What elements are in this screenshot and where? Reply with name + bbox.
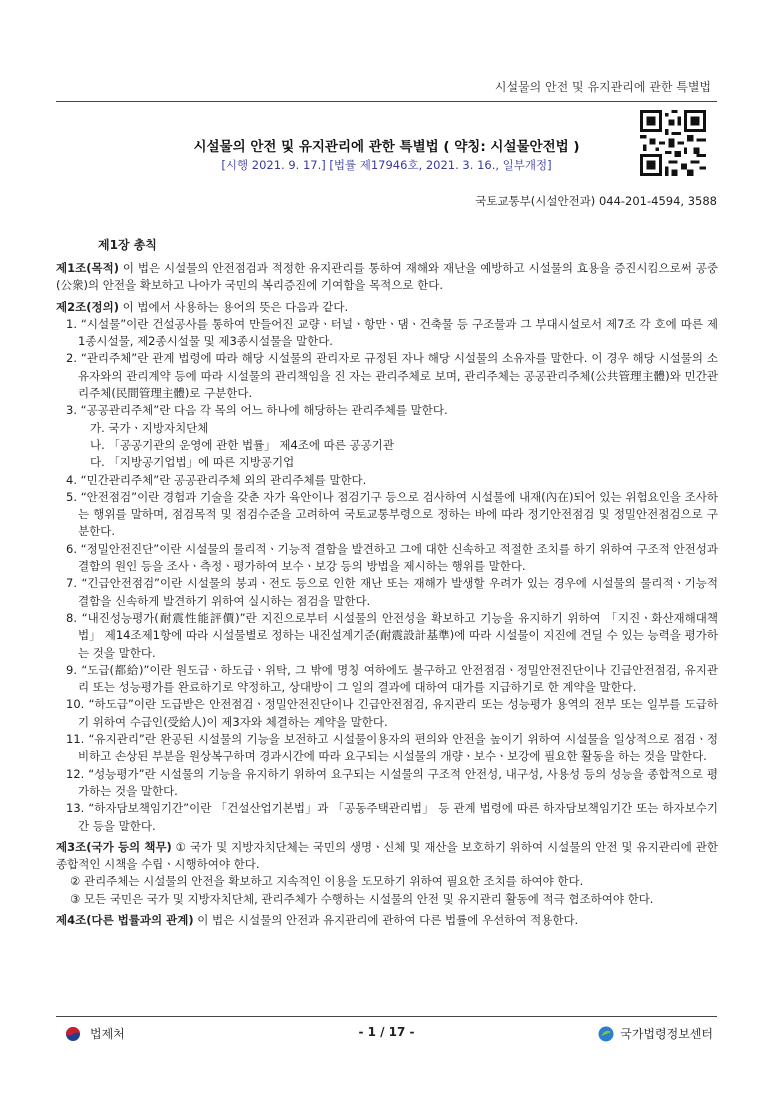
article-3	[56, 839, 718, 908]
chapter-heading: 제1장 총칙	[98, 238, 157, 252]
header-divider	[56, 101, 717, 102]
article-paragraph: ③ 모든 국민은 국가 및 지방자치단체, 관리주체가 수행하는 시설물의 안전 및 유지관리 활동에 적극 협조하여야 한다.	[70, 891, 654, 906]
list-item: 3. “공공관리주체”란 다음 각 목의 어느 하나에 해당하는 관리주체를 말한다.	[66, 403, 448, 418]
article-heading: 제1조(목적)	[56, 261, 119, 275]
article-text: 이 법은 시설물의 안전과 유지관리에 관하여 다른 법률에 우선하여 적용한다.	[193, 912, 579, 927]
list-item: 9. “도급(都給)”이란 원도급ㆍ하도급ㆍ위탁, 그 밖에 명칭 여하에도 불구하고 안전점검ㆍ정밀안전진단이나 긴급안전점검, 유지관리 또는 성능평가를 완료하기로 약정하고, 상대방이 그 일의 결과에 대하여 대가를 지급하기로 한 계약을 말한다.	[66, 662, 718, 695]
list-item: 13. “하자담보책임기간”이란 「건설산업기본법」과 「공동주택관리법」 등 관계 법령에 따른 하자담보책임기간 또는 하자보수기간 등을 말한다.	[66, 801, 718, 833]
footer-center-name: 국가법령정보센터	[620, 1027, 713, 1041]
page-number: - 1 / 17 -	[358, 1025, 415, 1039]
ministry-contact: 국토교통부(시설안전과) 044-201-4594, 3588	[475, 194, 717, 208]
sub-item: 나. 「공공기관의 운영에 관한 법률」 제4조에 따른 공공기관	[90, 437, 394, 452]
law-enforcement-info: [시행 2021. 9. 17.] [법률 제17946호, 2021. 3. 16., 일부개정]	[221, 158, 552, 172]
list-item: 11. “유지관리”란 완공된 시설물의 기능을 보전하고 시설물이용자의 편의와 안전을 높이기 위하여 시설물을 일상적으로 점검ㆍ정비하고 손상된 부분을 원상복구하며 경과시간에 따라 요구되는 시설물의 개량ㆍ보수ㆍ보강에 필요한 활동을 하는 것을 말한다.	[66, 732, 718, 764]
list-item: 4. “민간관리주체”란 공공관리주체 외의 관리주체를 말한다.	[66, 472, 367, 487]
footer-divider	[56, 1016, 717, 1017]
sub-item: 다. 「지방공기업법」에 따른 지방공기업	[90, 455, 295, 470]
list-item: 8. “내진성능평가(耐震性能評價)”란 지진으로부터 시설물의 안전성을 확보하고 기능을 유지하기 위하여 「지진ㆍ화산재해대책법」 제14조제1항에 따라 시설물별로 정하는 내진설계기준(耐震設計基準)에 따라 시설물이 지진에 견딜 수 있는 능력을 평가하는 것을 말한다.	[66, 610, 718, 660]
footer-agency: 법제처	[90, 1027, 125, 1041]
footer-right	[598, 1025, 713, 1042]
article-heading: 제4조(다른 법률과의 관계)	[56, 912, 194, 927]
list-item: 7. “긴급안전점검”이란 시설물의 붕괴ㆍ전도 등으로 인한 재난 또는 재해가 발생할 우려가 있는 경우에 시설물의 물리적ㆍ기능적 결함을 신속하게 발견하기 위하여 실시하는 점검을 말한다.	[66, 576, 718, 608]
article-4	[56, 912, 718, 929]
article-paragraph: ① 국가 및 지방자치단체는 국민의 생명ㆍ신체 및 재산을 보호하기 위하여 시설물의 안전 및 유지관리에 관한 종합적인 시책을 수립ㆍ시행하여야 한다.	[56, 839, 718, 872]
list-item: 2. “관리주체”란 관계 법령에 따라 해당 시설물의 관리자로 규정된 자나 해당 시설물의 소유자를 말한다. 이 경우 해당 시설물의 소유자와의 관리계약 등에 따라 시설물의 관리책임을 진 자는 관리주체로 보며, 관리주체는 공공관리주체(公共管理主體)와 민간관리주체(民間管理主體)로 구분한다.	[66, 351, 718, 401]
sub-item: 가. 국가ㆍ지방자치단체	[90, 420, 209, 435]
article-heading: 제2조(정의)	[56, 299, 119, 314]
list-item: 5. “안전점검”이란 경험과 기술을 갖춘 자가 육안이나 점검기구 등으로 검사하여 시설물에 내재(內在)되어 있는 위험요인을 조사하는 행위를 말하며, 점검목적 및 점검수준을 고려하여 국토교통부령으로 정하는 바에 따라 정기안전점검 및 정밀안전점검으로 구분한다.	[66, 489, 718, 539]
list-item: 12. “성능평가”란 시설물의 기능을 유지하기 위하여 요구되는 시설물의 구조적 안전성, 내구성, 사용성 등의 성능을 종합적으로 평가하는 것을 말한다.	[66, 766, 718, 798]
article-heading: 제3조(국가 등의 책무)	[56, 839, 172, 854]
law-body	[56, 260, 718, 933]
list-item: 10. “하도급”이란 도급받은 안전점검ㆍ정밀안전진단이나 긴급안전점검, 유지관리 또는 성능평가 용역의 전부 또는 일부를 도급하기 위하여 수급인(受給人)이 제3자와 체결하는 계약을 말한다.	[66, 697, 718, 729]
article-paragraph: ② 관리주체는 시설물의 안전을 확보하고 지속적인 이용을 도모하기 위하여 필요한 조치를 하여야 한다.	[70, 874, 584, 889]
law-title: 시설물의 안전 및 유지관리에 관한 특별법 ( 약칭: 시설물안전법 )	[193, 139, 580, 155]
running-title: 시설물의 안전 및 유지관리에 관한 특별법	[494, 80, 711, 94]
list-item: 1. “시설물”이란 건설공사를 통하여 만들어진 교량ㆍ터널ㆍ항만ㆍ댐ㆍ건축물 등 구조물과 그 부대시설로서 제7조 각 호에 따른 제1종시설물, 제2종시설물 및 제3종시설물을 말한다.	[66, 316, 718, 349]
law-center-logo-icon	[598, 1026, 614, 1042]
article-1	[56, 260, 718, 295]
article-text: 이 법은 시설물의 안전점검과 적정한 유지관리를 통하여 재해와 재난을 예방하고 시설물의 효용을 증진시킴으로써 공중(公衆)의 안전을 확보하고 나아가 국민의 복리증진에 기여함을 목적으로 한다.	[56, 261, 718, 293]
article-2	[56, 299, 718, 835]
list-item: 6. “정밀안전진단”이란 시설물의 물리적ㆍ기능적 결함을 발견하고 그에 대한 신속하고 적절한 조치를 하기 위하여 구조적 안전성과 결함의 원인 등을 조사ㆍ측정ㆍ평가하여 보수ㆍ보강 등의 방법을 제시하는 행위를 말한다.	[66, 541, 718, 574]
article-text: 이 법에서 사용하는 용어의 뜻은 다음과 같다.	[118, 299, 349, 314]
